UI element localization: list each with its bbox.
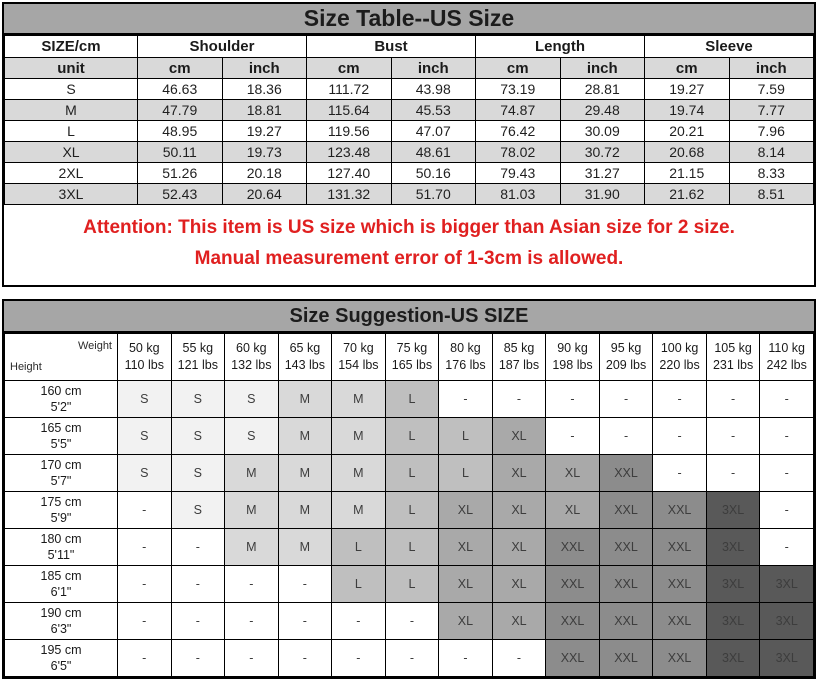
weight-header-cell [278,334,332,381]
size-empty-cell: - [760,455,814,492]
size-suggestion-cell: XXL [599,603,653,640]
size-suggestion-cell: M [332,418,386,455]
height-cm-label: 195 cm [40,643,82,657]
suggestion-header-row [5,334,814,381]
weight-header-cell [439,334,493,381]
weight-lbs-label: 220 lbs [659,358,700,372]
measurement-cell: 28.81 [560,79,645,100]
weight-kg-label: 85 kg [503,341,535,355]
size-suggestion-cell: 3XL [706,566,760,603]
measurement-cell: 18.36 [222,79,307,100]
size-suggestion-cell: L [439,455,493,492]
height-label-cell [5,492,118,529]
weight-lbs-label: 154 lbs [338,358,379,372]
size-suggestion-cell: XXL [653,566,707,603]
suggestion-row [5,529,814,566]
size-empty-cell: - [278,640,332,677]
attention-line1: Attention: This item is US size which is bigger than Asian size for 2 size. [83,217,735,238]
suggestion-row [5,603,814,640]
weight-lbs-label: 187 lbs [498,358,540,372]
size-table-row [5,142,814,163]
height-label-cell [5,529,118,566]
size-table-row [5,184,814,205]
size-empty-cell: - [278,566,332,603]
size-suggestion-cell: M [332,492,386,529]
height-ft-label: 6'5" [50,659,72,673]
size-empty-cell: - [599,381,653,418]
size-suggestion-cell: L [385,566,439,603]
size-empty-cell: - [385,640,439,677]
weight-kg-label: 90 kg [557,341,588,355]
unit-cm: cm [138,58,223,79]
measurement-cell: 73.19 [476,79,561,100]
weight-header-cell [706,334,760,381]
height-ft-label: 5'2" [50,400,72,414]
size-table-block [2,2,816,287]
weight-lbs-label: 176 lbs [445,358,486,372]
size-suggestion-cell: M [278,418,332,455]
size-suggestion-cell: 3XL [760,566,814,603]
measurement-cell: 30.72 [560,142,645,163]
size-suggestion-cell: XL [439,603,493,640]
measurement-cell: 19.73 [222,142,307,163]
measurement-cell: 45.53 [391,100,476,121]
size-suggestion-table [4,333,814,677]
unit-inch: inch [729,58,814,79]
measurement-cell: 31.27 [560,163,645,184]
measurement-cell: 119.56 [307,121,392,142]
size-suggestion-cell: XXL [599,640,653,677]
size-empty-cell: - [278,603,332,640]
size-suggestion-cell: XL [492,492,546,529]
size-suggestion-cell: XL [492,418,546,455]
weight-kg-label: 75 kg [396,341,428,355]
size-empty-cell: - [653,455,707,492]
size-empty-cell: - [653,418,707,455]
size-suggestion-cell: M [278,529,332,566]
weight-kg-label: 100 kg [660,341,699,355]
size-suggestion-cell: S [171,418,225,455]
height-label-cell [5,418,118,455]
size-suggestion-cell: L [385,455,439,492]
size-suggestion-block [2,299,816,679]
size-empty-cell: - [118,640,172,677]
size-suggestion-cell: 3XL [706,529,760,566]
size-empty-cell: - [225,640,279,677]
column-group-length: Length [476,36,645,58]
size-suggestion-cell: S [118,418,172,455]
unit-inch: inch [560,58,645,79]
size-empty-cell: - [653,381,707,418]
measurement-cell: 48.95 [138,121,223,142]
size-suggestion-cell: 3XL [760,603,814,640]
measurement-cell: 123.48 [307,142,392,163]
measurement-cell: 47.79 [138,100,223,121]
height-ft-label: 6'1" [50,585,72,599]
size-empty-cell: - [171,603,225,640]
size-empty-cell: - [492,640,546,677]
height-ft-label: 5'5" [50,437,72,451]
size-suggestion-cell: M [332,381,386,418]
height-cm-label: 175 cm [40,495,82,509]
weight-header-cell [546,334,600,381]
weight-kg-label: 110 kg [768,341,805,355]
size-suggestion-cell: L [385,418,439,455]
corner-height-label: Height [10,361,42,373]
unit-cm: cm [476,58,561,79]
measurement-cell: 8.14 [729,142,814,163]
size-suggestion-cell: XXL [599,566,653,603]
size-suggestion-title: Size Suggestion-US SIZE [4,301,814,333]
size-empty-cell: - [760,418,814,455]
measurement-cell: 19.74 [645,100,730,121]
size-suggestion-cell: L [385,492,439,529]
size-empty-cell: - [439,640,493,677]
size-table-title: Size Table--US Size [4,4,814,35]
suggestion-row [5,640,814,677]
weight-header-cell [118,334,172,381]
height-cm-label: 180 cm [40,532,82,546]
suggestion-row [5,455,814,492]
size-suggestion-cell: XXL [546,529,600,566]
size-label-cell: 3XL [5,184,138,205]
weight-kg-label: 80 kg [450,341,481,355]
measurement-cell: 115.64 [307,100,392,121]
weight-height-corner-cell [5,334,118,381]
size-empty-cell: - [599,418,653,455]
measurement-cell: 29.48 [560,100,645,121]
measurement-cell: 131.32 [307,184,392,205]
weight-kg-label: 50 kg [128,341,160,355]
size-suggestion-cell: XL [546,455,600,492]
column-group-sleeve: Sleeve [645,36,814,58]
size-empty-cell: - [171,529,225,566]
measurement-cell: 79.43 [476,163,561,184]
height-ft-label: 5'11" [47,548,75,562]
size-suggestion-cell: M [278,492,332,529]
measurement-cell: 52.43 [138,184,223,205]
measurement-cell: 47.07 [391,121,476,142]
size-suggestion-cell: M [278,381,332,418]
size-empty-cell: - [760,529,814,566]
size-suggestion-cell: S [171,381,225,418]
size-suggestion-cell: L [385,381,439,418]
weight-lbs-label: 198 lbs [552,358,593,372]
size-empty-cell: - [439,381,493,418]
size-suggestion-cell: XXL [653,529,707,566]
size-suggestion-cell: XL [492,603,546,640]
size-suggestion-cell: XXL [653,603,707,640]
size-empty-cell: - [118,603,172,640]
height-cm-label: 165 cm [40,421,82,435]
column-group-shoulder: Shoulder [138,36,307,58]
size-empty-cell: - [760,381,814,418]
size-table-row [5,163,814,184]
measurement-cell: 8.33 [729,163,814,184]
size-empty-cell: - [546,381,600,418]
size-suggestion-cell: 3XL [760,640,814,677]
size-label-cell: L [5,121,138,142]
height-label-cell [5,381,118,418]
height-cm-label: 190 cm [40,606,82,620]
measurement-cell: 20.18 [222,163,307,184]
size-label-cell: M [5,100,138,121]
measurement-cell: 74.87 [476,100,561,121]
height-cm-label: 185 cm [40,569,82,583]
weight-lbs-label: 121 lbs [177,358,218,372]
size-empty-cell: - [706,418,760,455]
weight-header-cell [653,334,707,381]
measurement-cell: 76.42 [476,121,561,142]
height-ft-label: 6'3" [50,622,72,636]
measurement-cell: 50.11 [138,142,223,163]
size-suggestion-cell: L [439,418,493,455]
weight-lbs-label: 165 lbs [391,358,433,372]
corner-weight-label: Weight [77,340,112,352]
size-empty-cell: - [706,381,760,418]
unit-cm: cm [645,58,730,79]
measurement-cell: 51.70 [391,184,476,205]
weight-lbs-label: 110 lbs [124,358,164,372]
attention-note [4,205,814,285]
size-suggestion-cell: XXL [546,566,600,603]
size-table-header-row [5,36,814,58]
size-empty-cell: - [225,603,279,640]
size-suggestion-cell: XXL [546,640,600,677]
height-ft-label: 5'7" [50,474,72,488]
size-empty-cell: - [706,455,760,492]
size-suggestion-cell: XXL [653,492,707,529]
measurement-cell: 7.77 [729,100,814,121]
weight-header-cell [171,334,225,381]
size-suggestion-cell: XXL [599,529,653,566]
size-suggestion-cell: M [225,529,279,566]
suggestion-row [5,492,814,529]
weight-kg-label: 65 kg [289,341,321,355]
size-suggestion-cell: XL [439,492,493,529]
weight-kg-label: 70 kg [343,341,374,355]
size-suggestion-cell: XL [492,566,546,603]
measurement-cell: 50.16 [391,163,476,184]
weight-header-cell [332,334,386,381]
unit-inch: inch [391,58,476,79]
size-label-cell: 2XL [5,163,138,184]
size-table-row [5,79,814,100]
size-suggestion-cell: L [385,529,439,566]
size-suggestion-cell: S [171,455,225,492]
size-label-cell: S [5,79,138,100]
size-suggestion-cell: M [278,455,332,492]
column-group-bust: Bust [307,36,476,58]
measurement-cell: 31.90 [560,184,645,205]
unit-label: unit [5,58,138,79]
weight-lbs-label: 143 lbs [284,358,326,372]
size-suggestion-cell: S [225,418,279,455]
size-suggestion-cell: L [332,566,386,603]
height-cm-label: 160 cm [40,384,82,398]
size-suggestion-cell: S [118,381,172,418]
size-suggestion-cell: XL [492,455,546,492]
size-suggestion-cell: XL [439,529,493,566]
measurement-cell: 19.27 [645,79,730,100]
measurement-cell: 81.03 [476,184,561,205]
size-suggestion-cell: S [171,492,225,529]
weight-kg-label: 55 kg [182,341,214,355]
size-suggestion-cell: XXL [546,603,600,640]
size-suggestion-cell: S [118,455,172,492]
height-label-cell [5,640,118,677]
measurement-cell: 7.59 [729,79,814,100]
suggestion-row [5,381,814,418]
height-label-cell [5,603,118,640]
weight-lbs-label: 231 lbs [712,358,754,372]
height-label-cell [5,455,118,492]
size-table-row [5,121,814,142]
measurement-cell: 111.72 [307,79,392,100]
measurement-cell: 51.26 [138,163,223,184]
attention-line2: Manual measurement error of 1-3cm is allowed. [194,248,624,269]
size-suggestion-cell: 3XL [706,640,760,677]
measurement-cell: 78.02 [476,142,561,163]
size-label-cell: XL [5,142,138,163]
suggestion-row [5,566,814,603]
measurement-cell: 7.96 [729,121,814,142]
size-suggestion-cell: XL [546,492,600,529]
size-empty-cell: - [118,566,172,603]
size-empty-cell: - [760,492,814,529]
size-suggestion-cell: M [225,455,279,492]
measurement-cell: 127.40 [307,163,392,184]
size-suggestion-cell: L [332,529,386,566]
suggestion-row [5,418,814,455]
weight-lbs-label: 209 lbs [605,358,647,372]
size-empty-cell: - [492,381,546,418]
size-empty-cell: - [118,492,172,529]
height-label-cell [5,566,118,603]
size-suggestion-cell: XXL [599,455,653,492]
weight-header-cell [760,334,814,381]
size-empty-cell: - [225,566,279,603]
measurement-cell: 8.51 [729,184,814,205]
size-suggestion-cell: XXL [599,492,653,529]
size-suggestion-cell: 3XL [706,492,760,529]
suggestion-body [5,381,814,677]
size-empty-cell: - [171,640,225,677]
size-table-unit-row [5,58,814,79]
size-empty-cell: - [385,603,439,640]
weight-header-cell [225,334,279,381]
size-suggestion-cell: 3XL [706,603,760,640]
measurement-cell: 21.62 [645,184,730,205]
weight-lbs-label: 242 lbs [766,358,807,372]
measurement-cell: 20.64 [222,184,307,205]
measurement-cell: 20.21 [645,121,730,142]
measurement-cell: 20.68 [645,142,730,163]
measurement-cell: 30.09 [560,121,645,142]
weight-header-cell [599,334,653,381]
size-suggestion-cell: XL [439,566,493,603]
weight-kg-label: 95 kg [610,341,642,355]
measurement-cell: 46.63 [138,79,223,100]
size-suggestion-cell: M [225,492,279,529]
size-empty-cell: - [332,640,386,677]
measurement-cell: 21.15 [645,163,730,184]
weight-header-cell [492,334,546,381]
measurement-cell: 18.81 [222,100,307,121]
weight-header-cell [385,334,439,381]
measurement-cell: 19.27 [222,121,307,142]
size-suggestion-cell: XXL [653,640,707,677]
unit-cm: cm [307,58,392,79]
size-empty-cell: - [118,529,172,566]
size-suggestion-cell: M [332,455,386,492]
weight-lbs-label: 132 lbs [231,358,272,372]
size-empty-cell: - [171,566,225,603]
measurement-cell: 43.98 [391,79,476,100]
weight-kg-label: 105 kg [714,341,752,355]
height-ft-label: 5'9" [50,511,72,525]
unit-inch: inch [222,58,307,79]
size-suggestion-cell: S [225,381,279,418]
size-table-corner-label: SIZE/cm [5,36,138,58]
size-table [4,35,814,205]
measurement-cell: 48.61 [391,142,476,163]
size-empty-cell: - [332,603,386,640]
weight-kg-label: 60 kg [236,341,267,355]
size-suggestion-cell: XL [492,529,546,566]
size-table-row [5,100,814,121]
size-table-body [5,79,814,205]
size-empty-cell: - [546,418,600,455]
height-cm-label: 170 cm [40,458,82,472]
